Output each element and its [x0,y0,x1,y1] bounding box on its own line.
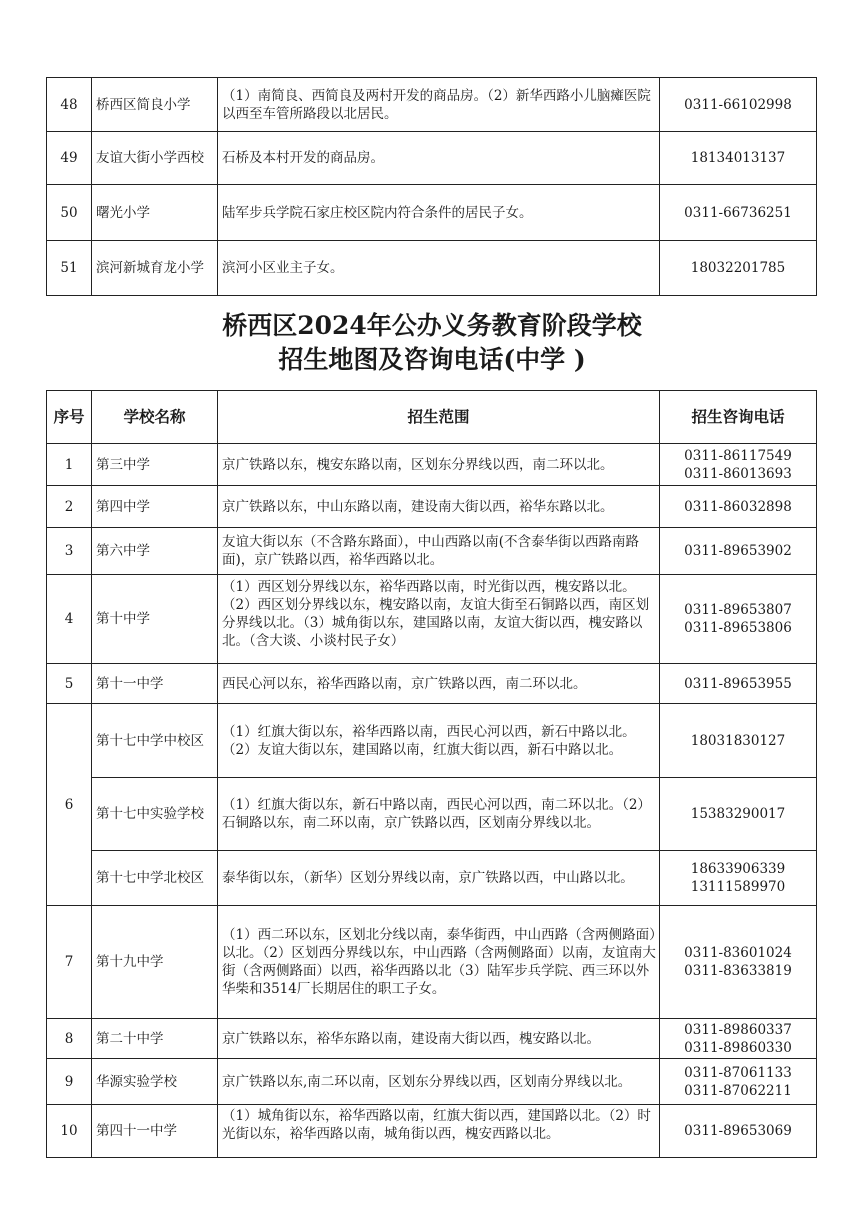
phone-number: 0311-86013693 [684,465,792,482]
phone-number: 18031830127 [690,732,786,749]
consult-phone [660,1019,817,1059]
phone-number: 13111589970 [690,879,786,895]
phone-number: 0311-86032898 [684,498,792,515]
phone-number: 0311-89653806 [684,620,792,636]
phone-number: 0311-89653807 [684,602,792,618]
row-number: 6 [47,704,92,906]
enrollment-scope: （1）红旗大街以东，裕华西路以南，西民心河以西，新石中路以北。（2）友谊大街以东，建国路以南，红旗大街以西，新石中路以北。 [218,704,660,778]
enrollment-scope: 友谊大街以东（不含路东路面），中山西路以南(不含泰华街以西路南路面)，京广铁路以西，裕华西路以北。 [218,528,660,575]
header-school-name: 学校名称 [92,391,218,444]
page-title: 桥西区2024年公办义务教育阶段学校 [222,311,642,340]
row-number: 10 [47,1105,92,1158]
consult-phone [660,1059,817,1105]
school-name: 第十一中学 [92,664,218,704]
scope-text: （1）西区划分界线以东，裕华西路以南，时光街以西，槐安路以北。（2）西区划分界线以东，槐安路以南，友谊大街至石铜路以西，南区划分界线以北。（3）城角街以东，建国路以南，友谊大街以西，槐安路以北。（含大谈、小谈村民子女） [222,579,650,649]
school-name: 曙光小学 [92,185,218,241]
phone-number: 0311-86117549 [684,447,792,464]
row-number: 49 [47,132,92,185]
table-row [47,132,817,185]
consult-phone [660,78,817,132]
consult-phone [660,241,817,296]
phone-number: 18633906339 [690,861,786,877]
consult-phone [660,704,817,778]
phone-number: 18032201785 [690,260,786,276]
table-row [47,528,817,575]
consult-phone [660,778,817,851]
school-name: 华源实验学校 [92,1059,218,1105]
enrollment-scope [218,1105,660,1158]
consult-phone [660,851,817,906]
school-name: 第十七中实验学校 [92,778,218,851]
phone-number: 0311-89860330 [684,1039,792,1056]
phone-number: 0311-83601024 [684,945,792,961]
school-name: 滨河新城育龙小学 [92,241,218,296]
enrollment-scope: （1）西二环以东，区划北分线以南，泰华街西，中山西路（含两侧路面）以北。（2）区划西分界线以东，中山西路（含两侧路面）以南，友谊南大街（含两侧路面）以西，裕华西路以北（3）陆军步兵学院、西三环以外华柴和3514厂长期居住的职工子女。 [218,906,660,1019]
phone-number: 0311-87062211 [684,1082,792,1099]
table-row [47,1105,817,1158]
table-row [47,185,817,241]
school-name: 友谊大街小学西校 [92,132,218,185]
enrollment-scope: 京广铁路以东，槐安东路以南，区划东分界线以西，南二环以北。 [218,444,660,486]
table-header-row [47,391,817,444]
header-phone: 招生咨询电话 [660,391,817,444]
header-number: 序号 [47,391,92,444]
row-number: 1 [47,444,92,486]
enrollment-scope: （1）红旗大街以东，新石中路以南，西民心河以西，南二环以北。（2）石铜路以东，南二环以南，京广铁路以西，区划南分界线以北。 [218,778,660,851]
phone-number: 0311-89653069 [684,1123,792,1139]
enrollment-scope: 泰华街以东，（新华）区划分界线以南，京广铁路以西，中山路以北。 [218,851,660,906]
consult-phone [660,906,817,1019]
enrollment-scope: 滨河小区业主子女。 [218,241,660,296]
table-row [47,575,817,664]
phone-number: 18134013137 [690,150,786,166]
enrollment-scope: 西民心河以东，裕华西路以南，京广铁路以西，南二环以北。 [218,664,660,704]
row-number: 51 [47,241,92,296]
phone-number: 0311-83633819 [684,963,792,979]
row-number: 2 [47,486,92,528]
phone-number: 0311-87061133 [684,1064,792,1081]
table-row [47,851,817,906]
enrollment-scope [218,575,660,664]
consult-phone [660,444,817,486]
phone-number: 0311-66736251 [684,204,792,221]
consult-phone [660,664,817,704]
table-row [47,486,817,528]
row-number: 48 [47,78,92,132]
school-name: 第十中学 [92,575,218,664]
school-name: 第六中学 [92,528,218,575]
table-row [47,664,817,704]
enrollment-scope: 京广铁路以东，裕华东路以南，建设南大街以西，槐安路以北。 [218,1019,660,1059]
phone-number: 0311-89860337 [684,1021,792,1038]
row-number: 50 [47,185,92,241]
row-number: 9 [47,1059,92,1105]
table-row [47,241,817,296]
consult-phone [660,1105,817,1158]
school-name: 第十七中学中校区 [92,704,218,778]
phone-number: 0311-89653955 [684,675,792,692]
table-row [47,1019,817,1059]
top-school-table [46,77,817,296]
page-subtitle: 招生地图及咨询电话(中学 ) [278,345,586,374]
enrollment-scope: 京广铁路以东，中山东路以南，建设南大街以西，裕华东路以北。 [218,486,660,528]
phone-number: 0311-89653902 [684,543,792,559]
row-number: 7 [47,906,92,1019]
school-name: 第四中学 [92,486,218,528]
consult-phone [660,528,817,575]
row-number: 4 [47,575,92,664]
school-name: 第十九中学 [92,906,218,1019]
consult-phone [660,486,817,528]
scope-text: （1）城角街以东，裕华西路以南，红旗大街以西，建国路以北。（2）时光街以东，裕华西路以南，城角街以西，槐安西路以北。 [222,1108,651,1142]
header-scope: 招生范围 [218,391,660,444]
table-row [47,778,817,851]
enrollment-scope: 石桥及本村开发的商品房。 [218,132,660,185]
consult-phone [660,575,817,664]
table-row [47,704,817,778]
school-name: 桥西区简良小学 [92,78,218,132]
phone-number: 15383290017 [690,806,786,822]
enrollment-scope: 陆军步兵学院石家庄校区院内符合条件的居民子女。 [218,185,660,241]
row-number: 8 [47,1019,92,1059]
school-name: 第四十一中学 [92,1105,218,1158]
table-row [47,78,817,132]
row-number: 5 [47,664,92,704]
table-row [47,1059,817,1105]
consult-phone [660,132,817,185]
school-name: 第十七中学北校区 [92,851,218,906]
school-name: 第二十中学 [92,1019,218,1059]
enrollment-scope: 京广铁路以东,南二环以南，区划东分界线以西，区划南分界线以北。 [218,1059,660,1105]
row-number: 3 [47,528,92,575]
table-row [47,444,817,486]
consult-phone [660,185,817,241]
school-name: 第三中学 [92,444,218,486]
enrollment-scope: （1）南简良、西简良及两村开发的商品房。（2）新华西路小儿脑瘫医院以西至车管所路段以北居民。 [218,78,660,132]
middle-school-table [46,390,817,1158]
phone-number: 0311-66102998 [684,96,792,113]
table-row [47,906,817,1019]
